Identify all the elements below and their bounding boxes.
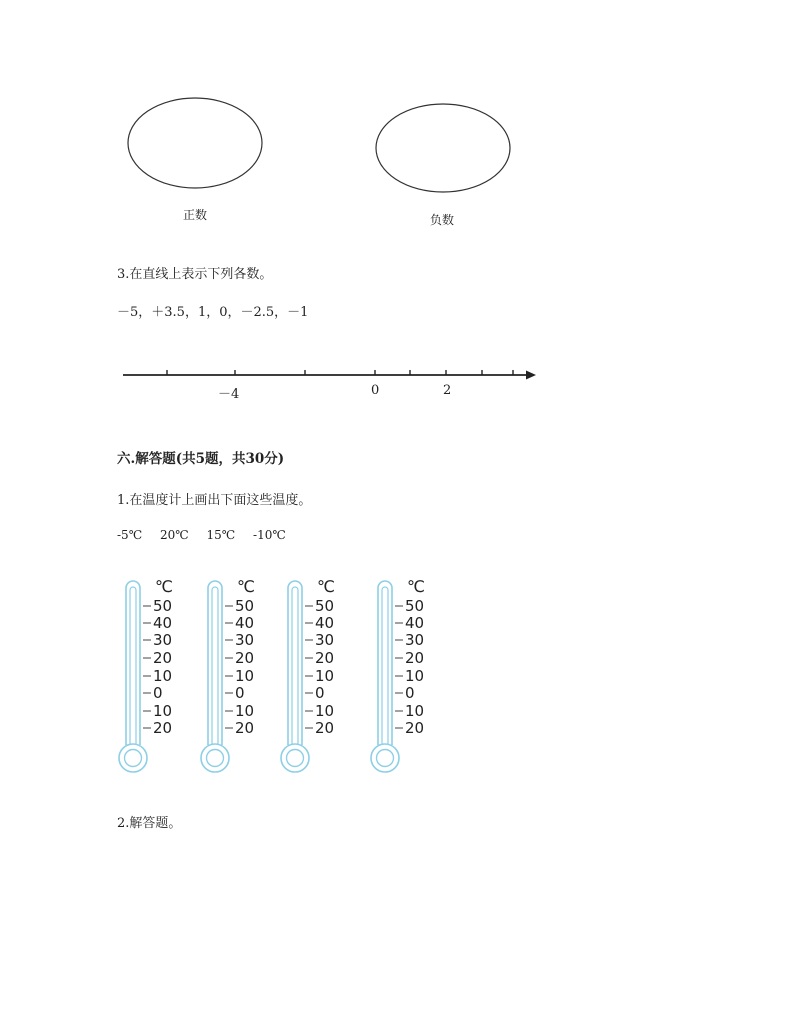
thermometer-tick-label: 40 bbox=[153, 614, 173, 632]
axis-label-2: 2 bbox=[443, 383, 452, 398]
temp-item: -10℃ bbox=[253, 528, 286, 542]
thermometer-tick-label: 40 bbox=[235, 614, 255, 632]
axis-label-0: 0 bbox=[371, 383, 380, 398]
thermometer-tick-label: 0 bbox=[153, 684, 163, 702]
thermometer-tick-label: 30 bbox=[405, 631, 425, 649]
thermometer-unit-label: ℃ bbox=[407, 577, 425, 596]
thermometer-tick-label: 40 bbox=[315, 614, 335, 632]
thermometer-tick-label: 10 bbox=[235, 667, 255, 685]
thermometer-unit-label: ℃ bbox=[155, 577, 173, 596]
thermometer-tick-label: 0 bbox=[235, 684, 245, 702]
thermometer-tick-label: 20 bbox=[315, 719, 335, 737]
thermometer-unit-label: ℃ bbox=[317, 577, 335, 596]
thermometer-tick-label: 40 bbox=[405, 614, 425, 632]
thermometer-tick-label: 10 bbox=[405, 702, 425, 720]
thermometer-tick-label: 50 bbox=[315, 597, 335, 615]
axis-label-neg4: －4 bbox=[218, 387, 240, 402]
thermometer-tick-label: 20 bbox=[315, 649, 335, 667]
temp-item: 20℃ bbox=[159, 528, 189, 542]
thermometer-tick-label: 30 bbox=[315, 631, 335, 649]
thermometer-tick-label: 20 bbox=[153, 649, 173, 667]
thermometer-tick-label: 0 bbox=[405, 684, 415, 702]
thermometer-tick-label: 10 bbox=[153, 702, 173, 720]
thermometer-tick-label: 50 bbox=[405, 597, 425, 615]
question-1-title: 1.在温度计上画出下面这些温度。 bbox=[117, 493, 312, 508]
thermometer-tick-label: 50 bbox=[235, 597, 255, 615]
thermometer-tick-label: 20 bbox=[405, 649, 425, 667]
thermometer-tick-label: 20 bbox=[235, 649, 255, 667]
thermometer-tick-label: 50 bbox=[153, 597, 173, 615]
thermometer-tick-label: 10 bbox=[235, 702, 255, 720]
thermometer-unit-label: ℃ bbox=[237, 577, 255, 596]
negative-set-label: 负数 bbox=[430, 213, 455, 227]
question-3-numbers: －5，＋3.5，1，0，－2.5，－1 bbox=[117, 305, 309, 320]
thermometer-tick-label: 20 bbox=[153, 719, 173, 737]
thermometer-tick-label: 0 bbox=[315, 684, 325, 702]
temp-item: 15℃ bbox=[206, 528, 236, 542]
thermometer-tick-label: 10 bbox=[315, 702, 335, 720]
thermometer-tick-label: 20 bbox=[235, 719, 255, 737]
thermometer-tick-label: 20 bbox=[405, 719, 425, 737]
thermometer-tick-label: 10 bbox=[153, 667, 173, 685]
thermometer-tick-label: 10 bbox=[315, 667, 335, 685]
thermometer-tick-label: 30 bbox=[153, 631, 173, 649]
temp-item: -5℃ bbox=[117, 528, 143, 542]
question-2-title: 2.解答题。 bbox=[117, 816, 182, 831]
question-3-title: 3.在直线上表示下列各数。 bbox=[117, 267, 273, 282]
thermometer-tick-label: 30 bbox=[235, 631, 255, 649]
thermometer-tick-label: 10 bbox=[405, 667, 425, 685]
section-6-heading: 六.解答题(共5题，共30分) bbox=[117, 451, 285, 467]
positive-set-label: 正数 bbox=[183, 208, 208, 222]
